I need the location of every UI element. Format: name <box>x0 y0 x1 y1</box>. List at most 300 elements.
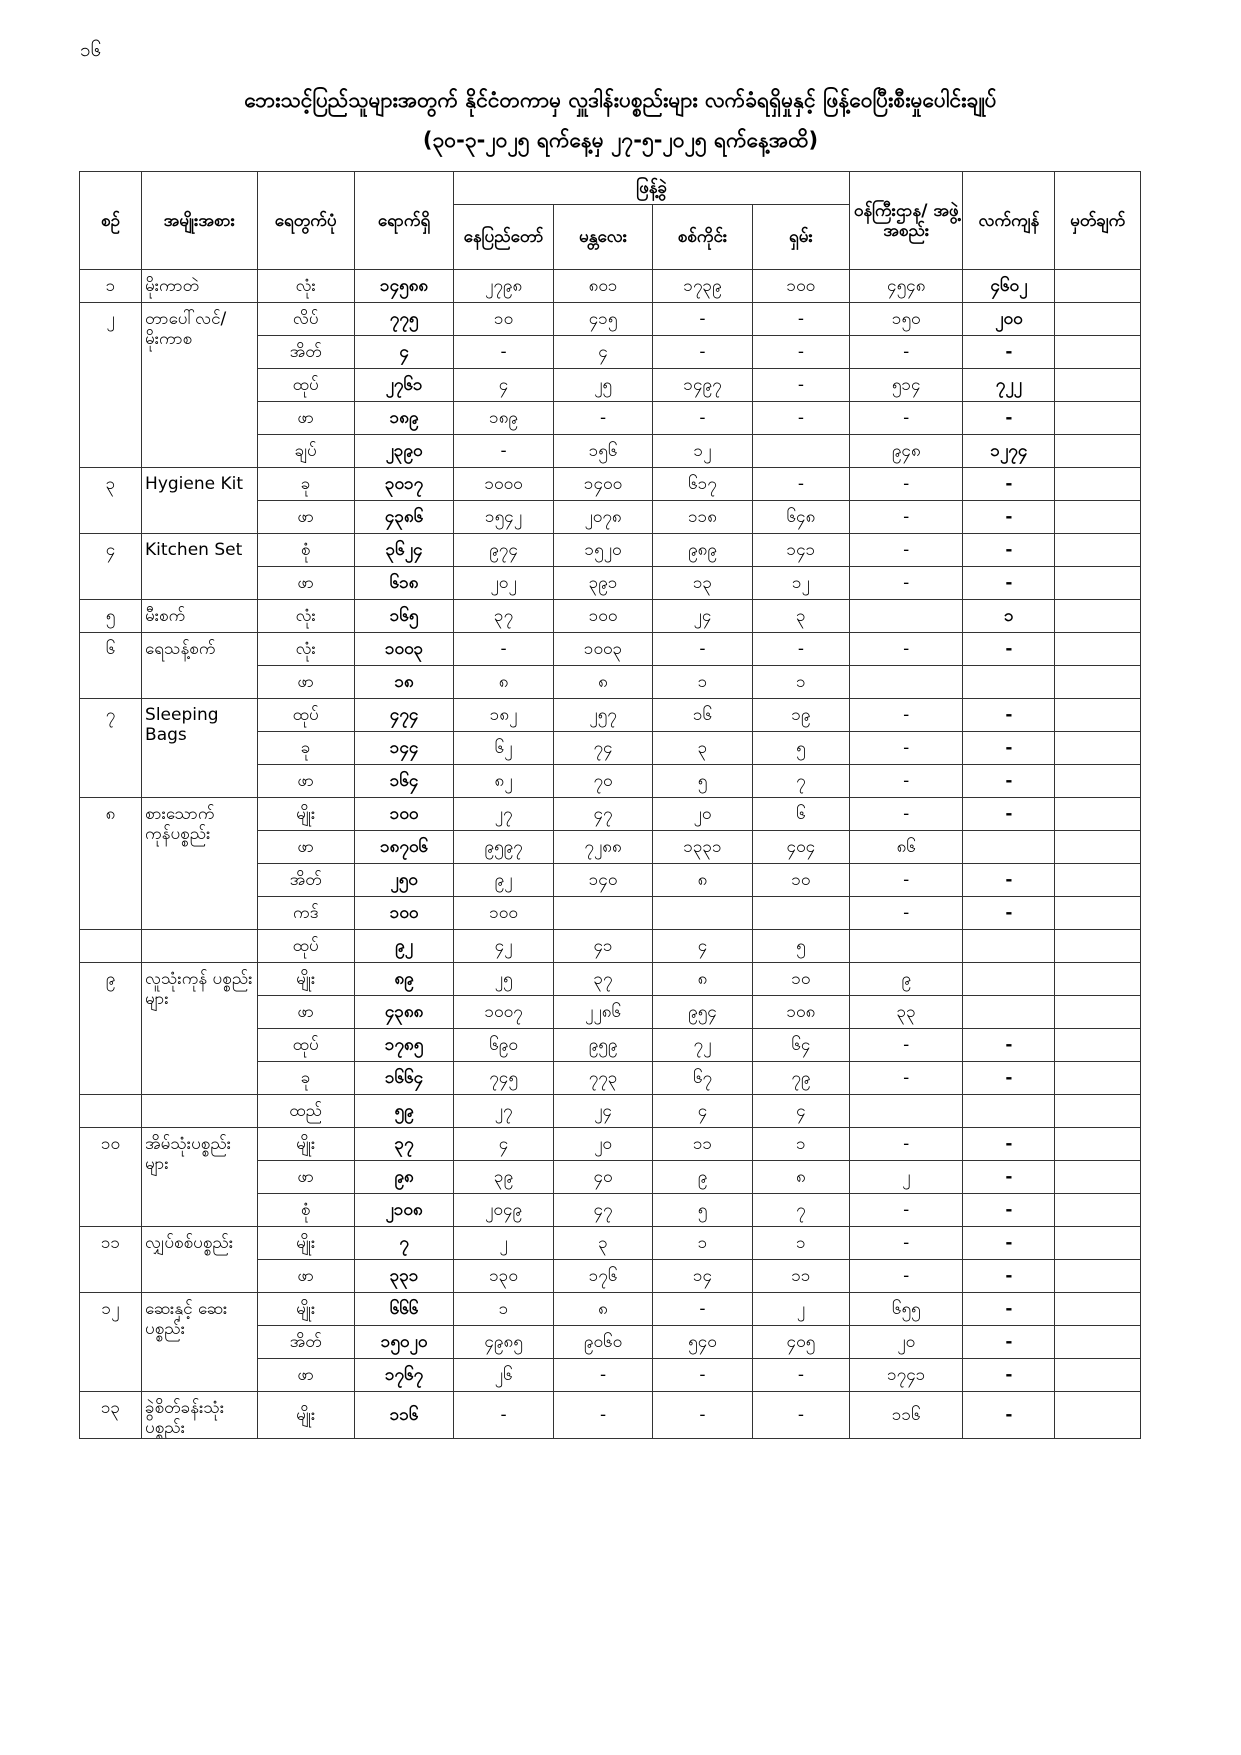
cell-item-type: ရေသန့်စက် <box>142 633 258 699</box>
cell-min: - <box>850 699 963 732</box>
cell-mdy: ၉၅၉ <box>553 1029 652 1062</box>
cell-remarks <box>1055 501 1141 534</box>
cell-sgg: - <box>653 402 752 435</box>
cell-no: ၄ <box>80 534 142 600</box>
cell-item-type: စားသောက် ကုန်ပစ္စည်း <box>142 798 258 930</box>
cell-rem: ၂၀၀ <box>963 303 1055 336</box>
cell-shan: - <box>752 468 849 501</box>
cell-no: ၁၀ <box>80 1128 142 1227</box>
title-line-2: (၃၀-၃-၂၀၂၅ ရက်နေ့မှ ၂၇-၅-၂၀၂၅ ရက်နေ့အထိ) <box>422 128 819 152</box>
cell-unit: ဖာ <box>257 501 354 534</box>
cell-sgg: ၁၁၈ <box>653 501 752 534</box>
cell-unit: ချပ် <box>257 435 354 468</box>
cell-remarks <box>1055 600 1141 633</box>
cell-min: - <box>850 864 963 897</box>
cell-rem: - <box>963 468 1055 501</box>
cell-remarks <box>1055 1194 1141 1227</box>
cell-npt: ၈ <box>454 666 553 699</box>
cell-min: - <box>850 402 963 435</box>
cell-received: ၃၃၁ <box>354 1260 453 1293</box>
cell-item-type <box>142 930 258 963</box>
cell-sgg: ၇၂ <box>653 1029 752 1062</box>
cell-npt: ၁၅၄၂ <box>454 501 553 534</box>
cell-npt: ၂၇ <box>454 798 553 831</box>
cell-min: - <box>850 468 963 501</box>
cell-rem: ၄၆၀၂ <box>963 270 1055 303</box>
cell-mdy: ၁၅၆ <box>553 435 652 468</box>
cell-remarks <box>1055 1326 1141 1359</box>
cell-mdy: ၂၀ <box>553 1128 652 1161</box>
cell-unit: လုံး <box>257 270 354 303</box>
cell-shan: - <box>752 1392 849 1439</box>
cell-no <box>80 1095 142 1128</box>
cell-unit: စုံ <box>257 534 354 567</box>
table-row <box>80 303 1141 336</box>
cell-min: - <box>850 336 963 369</box>
cell-unit: လုံး <box>257 633 354 666</box>
cell-remarks <box>1055 567 1141 600</box>
cell-mdy: ၄ <box>553 336 652 369</box>
cell-remarks <box>1055 468 1141 501</box>
cell-shan: ၁၀ <box>752 963 849 996</box>
cell-min: ၆၅၅ <box>850 1293 963 1326</box>
cell-shan: ၈ <box>752 1161 849 1194</box>
cell-no: ၉ <box>80 963 142 1095</box>
cell-received: ၁၁၆ <box>354 1392 453 1439</box>
cell-shan: ၆၄ <box>752 1029 849 1062</box>
cell-sgg: ၆၁၇ <box>653 468 752 501</box>
cell-sgg: ၂၄ <box>653 600 752 633</box>
cell-unit: ဖာ <box>257 1359 354 1392</box>
cell-mdy: ၂၄ <box>553 1095 652 1128</box>
cell-shan: ၁ <box>752 666 849 699</box>
cell-rem: - <box>963 864 1055 897</box>
cell-shan: ၅ <box>752 930 849 963</box>
cell-rem <box>963 831 1055 864</box>
cell-mdy: - <box>553 1359 652 1392</box>
cell-remarks <box>1055 798 1141 831</box>
cell-min: - <box>850 534 963 567</box>
cell-rem: - <box>963 1260 1055 1293</box>
cell-rem: - <box>963 1161 1055 1194</box>
cell-unit: ကဒ် <box>257 897 354 930</box>
cell-rem: - <box>963 1029 1055 1062</box>
cell-shan <box>752 435 849 468</box>
cell-min: ၁၇၄၁ <box>850 1359 963 1392</box>
cell-remarks <box>1055 1029 1141 1062</box>
cell-mdy: ၄၇ <box>553 1194 652 1227</box>
cell-shan: - <box>752 303 849 336</box>
cell-unit: ခု <box>257 468 354 501</box>
cell-remarks <box>1055 402 1141 435</box>
cell-remarks <box>1055 270 1141 303</box>
cell-received: ၄၃၈၆ <box>354 501 453 534</box>
table-row <box>80 963 1141 996</box>
cell-min: - <box>850 1227 963 1260</box>
cell-remarks <box>1055 435 1141 468</box>
cell-received: ၁၄၄ <box>354 732 453 765</box>
cell-sgg: ၁၇၃၉ <box>653 270 752 303</box>
header-mandalay: မန္တလေး <box>553 205 652 270</box>
cell-rem: ၇၂၂ <box>963 369 1055 402</box>
cell-mdy: ၁၀၀၃ <box>553 633 652 666</box>
cell-mdy: ၃၇ <box>553 963 652 996</box>
cell-remarks <box>1055 369 1141 402</box>
cell-shan: ၄၀၄ <box>752 831 849 864</box>
cell-remarks <box>1055 303 1141 336</box>
table-row <box>80 468 1141 501</box>
cell-mdy: ၂၀၇၈ <box>553 501 652 534</box>
table-row <box>80 1392 1141 1439</box>
cell-remarks <box>1055 336 1141 369</box>
cell-rem: ၁ <box>963 600 1055 633</box>
cell-rem: - <box>963 402 1055 435</box>
cell-unit: ဖာ <box>257 402 354 435</box>
cell-rem: - <box>963 798 1055 831</box>
cell-rem <box>963 963 1055 996</box>
cell-npt: ၂၀၄၉ <box>454 1194 553 1227</box>
cell-received: ၁၀၀ <box>354 897 453 930</box>
cell-min: ၂ <box>850 1161 963 1194</box>
cell-shan: ၄ <box>752 1095 849 1128</box>
cell-mdy: ၇၂၈၈ <box>553 831 652 864</box>
cell-no: ၈ <box>80 798 142 930</box>
cell-rem: - <box>963 765 1055 798</box>
cell-remarks <box>1055 1095 1141 1128</box>
cell-received: ၉၈ <box>354 1161 453 1194</box>
cell-unit: မျိုး <box>257 1128 354 1161</box>
cell-item-type <box>142 1095 258 1128</box>
cell-rem <box>963 1095 1055 1128</box>
cell-min: ၃၃ <box>850 996 963 1029</box>
cell-sgg: ၃ <box>653 732 752 765</box>
cell-rem: ၁၂၇၄ <box>963 435 1055 468</box>
cell-no: ၁၃ <box>80 1392 142 1439</box>
cell-no: ၃ <box>80 468 142 534</box>
cell-shan: ၁၀ <box>752 864 849 897</box>
cell-sgg: ၈ <box>653 864 752 897</box>
cell-unit: အိတ် <box>257 864 354 897</box>
cell-min: - <box>850 1062 963 1095</box>
table-row <box>80 1293 1141 1326</box>
cell-rem <box>963 996 1055 1029</box>
cell-min: ၈၆ <box>850 831 963 864</box>
cell-npt: - <box>454 633 553 666</box>
table-row <box>80 534 1141 567</box>
cell-sgg: ၁၄ <box>653 1260 752 1293</box>
cell-no: ၂ <box>80 303 142 468</box>
cell-remarks <box>1055 1359 1141 1392</box>
cell-min: ၉ <box>850 963 963 996</box>
cell-received: ၂၇၆၁ <box>354 369 453 402</box>
cell-mdy: ၇၇၃ <box>553 1062 652 1095</box>
cell-unit: လိပ် <box>257 303 354 336</box>
cell-min: - <box>850 798 963 831</box>
cell-received: ၁၆၄ <box>354 765 453 798</box>
cell-min: ၄၅၄၈ <box>850 270 963 303</box>
cell-no: ၁၁ <box>80 1227 142 1293</box>
cell-sgg: ၈ <box>653 963 752 996</box>
cell-sgg: - <box>653 336 752 369</box>
cell-mdy: ၃ <box>553 1227 652 1260</box>
cell-npt: ၄၉၈၅ <box>454 1326 553 1359</box>
table-row <box>80 270 1141 303</box>
cell-unit: ထုပ် <box>257 930 354 963</box>
cell-remarks <box>1055 666 1141 699</box>
page-number: ၁၆ <box>80 39 102 61</box>
cell-received: ၁၆၆၄ <box>354 1062 453 1095</box>
cell-shan: - <box>752 336 849 369</box>
cell-shan: ၂ <box>752 1293 849 1326</box>
cell-unit: ဖာ <box>257 666 354 699</box>
cell-remarks <box>1055 534 1141 567</box>
cell-mdy: ၁၄၀ <box>553 864 652 897</box>
cell-unit: ထည် <box>257 1095 354 1128</box>
cell-unit: ဖာ <box>257 1161 354 1194</box>
cell-sgg: ၁၆ <box>653 699 752 732</box>
cell-npt: ၁၀ <box>454 303 553 336</box>
cell-min: - <box>850 567 963 600</box>
table-row <box>80 699 1141 732</box>
cell-min <box>850 1095 963 1128</box>
cell-mdy: ၄၇ <box>553 798 652 831</box>
cell-sgg: - <box>653 1392 752 1439</box>
cell-rem <box>963 930 1055 963</box>
cell-remarks <box>1055 831 1141 864</box>
cell-rem: - <box>963 699 1055 732</box>
cell-received: ၃၆၂၄ <box>354 534 453 567</box>
cell-unit: ဖာ <box>257 1260 354 1293</box>
header-shan: ရှမ်း <box>752 205 849 270</box>
cell-rem: - <box>963 1293 1055 1326</box>
cell-shan: ၁ <box>752 1128 849 1161</box>
cell-mdy: ၃၉၁ <box>553 567 652 600</box>
cell-item-type: အိမ်သုံးပစ္စည်း များ <box>142 1128 258 1227</box>
cell-received: ၁၇၈၅ <box>354 1029 453 1062</box>
header-remarks: မှတ်ချက် <box>1055 172 1141 270</box>
cell-min <box>850 930 963 963</box>
cell-npt: ၁၀၀၀ <box>454 468 553 501</box>
cell-mdy: ၂၅ <box>553 369 652 402</box>
cell-remarks <box>1055 732 1141 765</box>
cell-received: ၁၈၇၀၆ <box>354 831 453 864</box>
cell-min: - <box>850 633 963 666</box>
cell-shan <box>752 897 849 930</box>
cell-received: ၁၀၀ <box>354 798 453 831</box>
cell-received: ၄၃၈၈ <box>354 996 453 1029</box>
cell-item-type: တာပေါ်လင်/ မိုးကာစ <box>142 303 258 468</box>
cell-min: - <box>850 732 963 765</box>
cell-rem <box>963 666 1055 699</box>
cell-rem: - <box>963 567 1055 600</box>
cell-sgg: ၁၄၉၇ <box>653 369 752 402</box>
cell-mdy: ၄၁၅ <box>553 303 652 336</box>
cell-received: ၂၅၀ <box>354 864 453 897</box>
header-type: အမျိုးအစား <box>142 172 258 270</box>
cell-no: ၆ <box>80 633 142 699</box>
cell-item-type: လူသုံးကုန် ပစ္စည်းများ <box>142 963 258 1095</box>
cell-shan: ၁၂ <box>752 567 849 600</box>
cell-sgg: - <box>653 303 752 336</box>
cell-rem: - <box>963 336 1055 369</box>
header-received: ရောက်ရှိ <box>354 172 453 270</box>
cell-received: ၂၃၉၀ <box>354 435 453 468</box>
cell-npt: ၂၇၉၈ <box>454 270 553 303</box>
cell-npt: ၂ <box>454 1227 553 1260</box>
cell-item-type: မီးစက် <box>142 600 258 633</box>
cell-received: ၄၇၄ <box>354 699 453 732</box>
cell-no: ၁ <box>80 270 142 303</box>
cell-sgg: ၂၀ <box>653 798 752 831</box>
header-ministry: ဝန်ကြီးဌာန/ အဖွဲ့အစည်း <box>850 172 963 270</box>
cell-sgg: - <box>653 633 752 666</box>
cell-unit: အိတ် <box>257 336 354 369</box>
cell-min: - <box>850 501 963 534</box>
cell-shan: ၇၉ <box>752 1062 849 1095</box>
cell-remarks <box>1055 765 1141 798</box>
cell-remarks <box>1055 1293 1141 1326</box>
cell-shan: - <box>752 1359 849 1392</box>
cell-remarks <box>1055 996 1141 1029</box>
header-remaining: လက်ကျန် <box>963 172 1055 270</box>
cell-mdy: ၈ <box>553 666 652 699</box>
cell-unit: မျိုး <box>257 1293 354 1326</box>
cell-npt: ၂၀၂ <box>454 567 553 600</box>
cell-npt: ၁၀၀ <box>454 897 553 930</box>
cell-min: ၁၁၆ <box>850 1392 963 1439</box>
cell-unit: ခု <box>257 1062 354 1095</box>
cell-unit: ဖာ <box>257 567 354 600</box>
cell-unit: ထုပ် <box>257 1029 354 1062</box>
cell-unit: စုံ <box>257 1194 354 1227</box>
cell-min: ၅၁၄ <box>850 369 963 402</box>
table-row <box>80 930 1141 963</box>
cell-npt: - <box>454 336 553 369</box>
cell-remarks <box>1055 1392 1141 1439</box>
cell-remarks <box>1055 1161 1141 1194</box>
cell-sgg: ၉ <box>653 1161 752 1194</box>
cell-unit: ထုပ် <box>257 699 354 732</box>
cell-received: ၉၂ <box>354 930 453 963</box>
cell-received: ၄ <box>354 336 453 369</box>
cell-rem: - <box>963 501 1055 534</box>
cell-npt: ၄ <box>454 369 553 402</box>
cell-remarks <box>1055 1260 1141 1293</box>
cell-sgg: ၁၁ <box>653 1128 752 1161</box>
cell-mdy: - <box>553 402 652 435</box>
table-row <box>80 600 1141 633</box>
cell-npt: ၆၂ <box>454 732 553 765</box>
cell-unit: မျိုး <box>257 1392 354 1439</box>
cell-unit: ထုပ် <box>257 369 354 402</box>
cell-received: ၆၆၆ <box>354 1293 453 1326</box>
cell-shan: - <box>752 369 849 402</box>
cell-npt: ၁၈၉ <box>454 402 553 435</box>
cell-npt: ၂၅ <box>454 963 553 996</box>
header-sagaing: စစ်ကိုင်း <box>653 205 752 270</box>
cell-npt: ၇၄၅ <box>454 1062 553 1095</box>
table-body <box>80 270 1141 1439</box>
cell-item-type: လျှပ်စစ်ပစ္စည်း <box>142 1227 258 1293</box>
cell-npt: ၉၇၄ <box>454 534 553 567</box>
cell-rem: - <box>963 732 1055 765</box>
cell-npt: ၄ <box>454 1128 553 1161</box>
cell-item-type: ခွဲစိတ်ခန်းသုံး ပစ္စည်း <box>142 1392 258 1439</box>
cell-item-type: Kitchen Set <box>142 534 258 600</box>
title-line-1: ဘေးသင့်ပြည်သူများအတွက် နိုင်ငံတကာမှ လှူဒါန်းပစ္စည်းများ လက်ခံရရှိမှုနှင့် ဖြန့်ဝေပြီးစီးမှုပေါင်းချုပ် <box>244 88 997 112</box>
table-row <box>80 1095 1141 1128</box>
cell-mdy: ၈၀၁ <box>553 270 652 303</box>
cell-mdy: - <box>553 1392 652 1439</box>
header-no: စဉ် <box>80 172 142 270</box>
cell-rem: - <box>963 1062 1055 1095</box>
cell-remarks <box>1055 699 1141 732</box>
cell-received: ၁၈ <box>354 666 453 699</box>
cell-shan: ၆၄၈ <box>752 501 849 534</box>
cell-rem: - <box>963 1326 1055 1359</box>
cell-min: - <box>850 1029 963 1062</box>
cell-rem: - <box>963 1227 1055 1260</box>
cell-shan: ၁ <box>752 1227 849 1260</box>
cell-item-type: မိုးကာတဲ <box>142 270 258 303</box>
cell-npt: ၉၂ <box>454 864 553 897</box>
cell-received: ၃၇ <box>354 1128 453 1161</box>
cell-remarks <box>1055 1062 1141 1095</box>
cell-mdy: ၇၀ <box>553 765 652 798</box>
cell-min: ၁၅၀ <box>850 303 963 336</box>
cell-sgg: ၁၃ <box>653 567 752 600</box>
cell-received: ၁၅၀၂၀ <box>354 1326 453 1359</box>
cell-mdy: ၈ <box>553 1293 652 1326</box>
cell-sgg: ၆၇ <box>653 1062 752 1095</box>
cell-received: ၁၄၅၈၈ <box>354 270 453 303</box>
cell-shan: ၁၁ <box>752 1260 849 1293</box>
cell-received: ၁၀၀၃ <box>354 633 453 666</box>
cell-mdy: ၁၀၀ <box>553 600 652 633</box>
cell-min: - <box>850 1260 963 1293</box>
cell-mdy: ၁၅၂၀ <box>553 534 652 567</box>
cell-mdy: ၄၁ <box>553 930 652 963</box>
cell-npt: ၃၇ <box>454 600 553 633</box>
cell-min: - <box>850 765 963 798</box>
cell-sgg: ၄ <box>653 930 752 963</box>
cell-mdy: ၁၄၀၀ <box>553 468 652 501</box>
cell-rem: - <box>963 1128 1055 1161</box>
cell-no <box>80 930 142 963</box>
cell-shan: ၄၀၅ <box>752 1326 849 1359</box>
cell-unit: ခု <box>257 732 354 765</box>
cell-npt: ၁ <box>454 1293 553 1326</box>
cell-sgg: ၅ <box>653 1194 752 1227</box>
cell-shan: ၅ <box>752 732 849 765</box>
cell-received: ၃၀၁၇ <box>354 468 453 501</box>
cell-remarks <box>1055 963 1141 996</box>
cell-sgg: ၉၅၄ <box>653 996 752 1029</box>
table-row <box>80 633 1141 666</box>
cell-sgg: - <box>653 1293 752 1326</box>
cell-received: ၆၁၈ <box>354 567 453 600</box>
cell-npt: ၈၂ <box>454 765 553 798</box>
cell-mdy <box>553 897 652 930</box>
cell-sgg: ၁၃၃၁ <box>653 831 752 864</box>
cell-unit: မျိုး <box>257 1227 354 1260</box>
cell-item-type: Sleeping Bags <box>142 699 258 798</box>
cell-no: ၁၂ <box>80 1293 142 1392</box>
table-row <box>80 1227 1141 1260</box>
cell-min: ၂၀ <box>850 1326 963 1359</box>
cell-sgg: ၉၈၉ <box>653 534 752 567</box>
cell-unit: ဖာ <box>257 765 354 798</box>
